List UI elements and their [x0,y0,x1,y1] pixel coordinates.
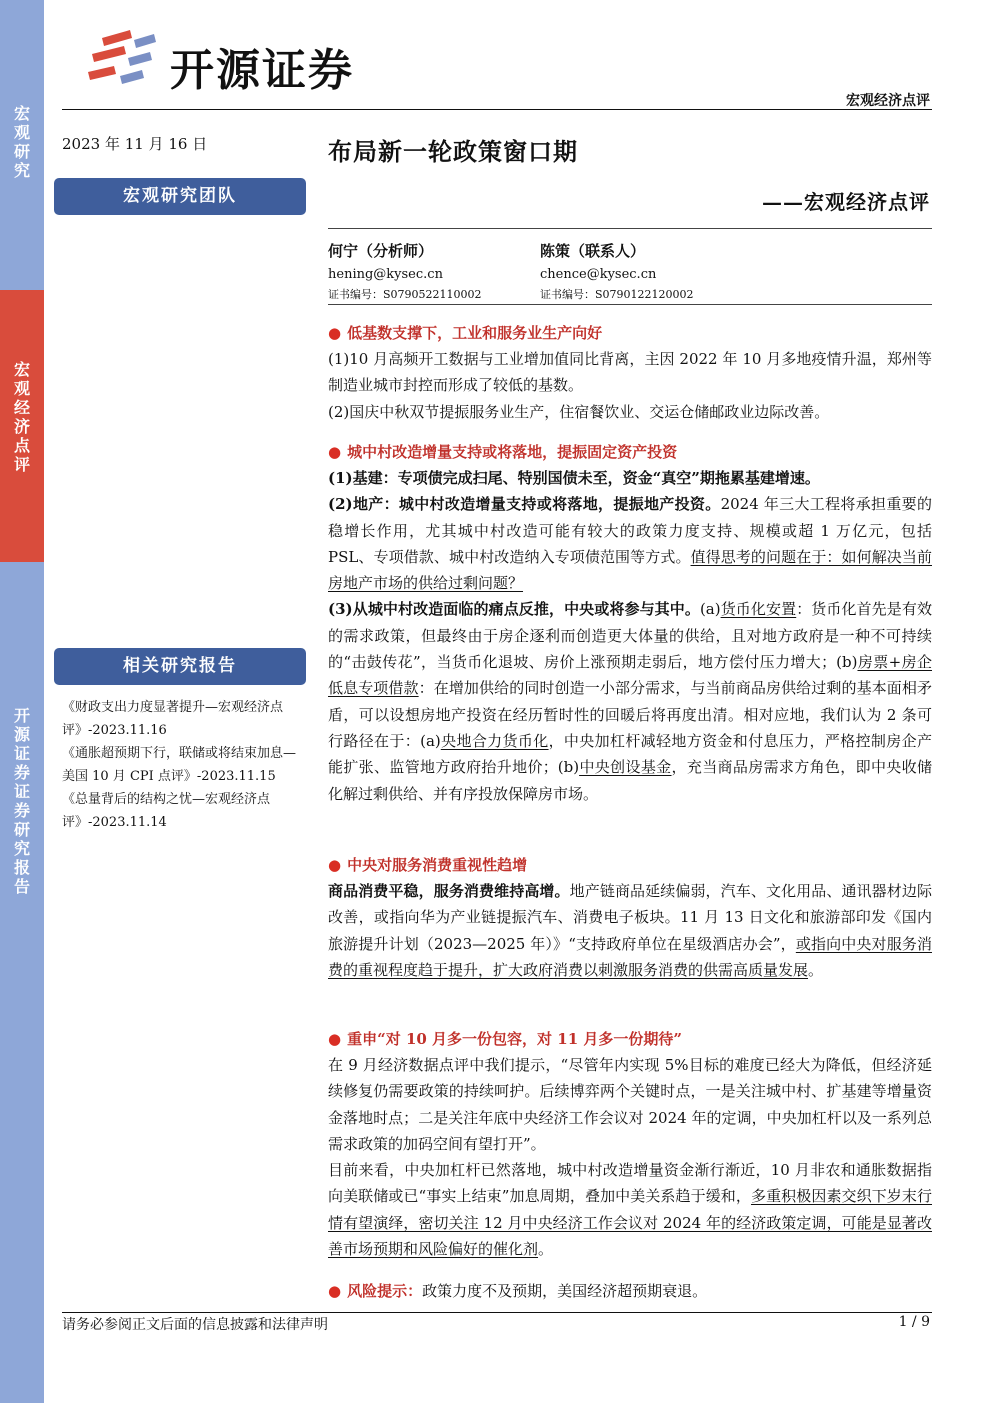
paragraph: 目前来看，中央加杠杆已然落地，城中村改造增量资金渐行渐近，10 月非农和通胀数据指向美联储或已“事实上结束”加息周期，叠加中美关系趋于缓和，多重积极因素交织下岁末行情有望演绎，密切关注 12 月中央经济工作会议对 2024 年的经济政策定调，可能是显著改善市场预期和风险偏好的催化剂。 [328,1161,932,1259]
sidebar-label-bottom: 开源证券 证券研究报告 [13,706,30,896]
report-title: 布局新一轮政策窗口期 [328,137,578,166]
section-3 [328,852,932,983]
brand-name: 开源证券 [170,45,354,96]
section-heading: ● 重申“对 10 月多一份包容，对 11 月多一份期待” [328,1030,682,1048]
related-item[interactable]: 《总量背后的结构之忧—宏观经济点评》-2023.11.14 [62,792,271,830]
footer-disclaimer: 请务必参阅正文后面的信息披露和法律声明 [62,1317,328,1333]
related-item[interactable]: 《财政支出力度显著提升—宏观经济点评》-2023.11.16 [62,700,284,738]
paragraph: (1)基建：专项债完成扫尾、特别国债未至，资金“真空”期拖累基建增速。 [328,469,820,487]
author-2 [540,240,694,302]
paragraph: ● 风险提示：政策力度不及预期，美国经济超预期衰退。 [328,1282,708,1300]
section-2 [328,439,932,807]
bullet-icon: ● [328,443,342,461]
sidebar-label-mid: 宏观经济点评 [13,360,30,474]
footer-divider [62,1312,932,1313]
header-category: 宏观经济点评 [846,93,930,109]
report-date: 2023 年 11 月 16 日 [62,135,208,153]
paragraph: (2)国庆中秋双节提振服务业生产，住宿餐饮业、交运仓储邮政业边际改善。 [328,402,830,421]
paragraph: (2)地产：城中村改造增量支持或将落地，提振地产投资。2024 年三大工程将承担重要的稳增长作用，尤其城中村改造可能有较大的政策力度支持、规模或超 1 万亿元，包括 PSL、专项借款、城中村改造纳入专项债范围等方式。值得思考的问题在于：如何解决当前房地产市场的供给过剩问题？ [328,495,932,593]
author-email[interactable]: hening@kysec.cn [328,267,443,282]
paragraph: 商品消费平稳，服务消费维持高增。地产链商品延续偏弱，汽车、文化用品、通讯器材边际改善，或指向华为产业链提振汽车、消费电子板块。11 月 13 日文化和旅游部印发《国内旅游提升计划（2023—2025 年）》“支持政府单位在星级酒店办会”，或指向中央对服务消费的重视程度趋于提升，扩大政府消费以刺激服务消费的供需高质量发展。 [328,882,932,979]
left-sidebar [0,0,44,1403]
bullet-icon: ● [328,1030,342,1048]
author-name: 何宁（分析师） [328,242,434,260]
author-name: 陈策（联系人） [540,242,646,260]
related-heading: 相关研究报告 [54,648,306,685]
page-number: 1 / 9 [898,1314,930,1330]
paragraph: (1)10 月高频开工数据与工业增加值同比背离，主因 2022 年 10 月多地疫情升温，郑州等制造业城市封控而形成了较低的基数。 [328,350,932,395]
report-subtitle: ——宏观经济点评 [762,190,930,214]
related-list [62,696,308,834]
related-item[interactable]: 《通胀超预期下行，联储或将结束加息—美国 10 月 CPI 点评》-2023.11.15 [62,746,297,784]
sidebar-label-top: 宏观研究 [13,104,30,180]
bullet-icon: ● [328,856,342,874]
bullet-icon: ● [328,324,342,342]
author-1 [328,240,482,302]
header-divider [62,109,932,110]
author-email[interactable]: chence@kysec.cn [540,267,657,282]
authors-bottom-rule [328,304,932,305]
section-heading: ● 低基数支撑下，工业和服务业生产向好 [328,324,603,342]
authors-top-rule [328,228,932,229]
paragraph: 在 9 月经济数据点评中我们提示，“尽管年内实现 5%目标的难度已经大为降低，但经济延续修复仍需要政策的持续呵护。后续博弈两个关键时点，一是关注城中村、扩基建等增量资金落地时点；二是关注年底中央经济工作会议对 2024 年的定调，中央加杠杆以及一系列总需求政策的加码空间有望打开”。 [328,1056,932,1153]
section-heading: ● 中央对服务消费重视性趋增 [328,856,528,874]
team-box: 宏观研究团队 [54,178,306,215]
paragraph: (3)从城中村改造面临的痛点反推，中央或将参与其中。(a)货币化安置：货币化首先是有效的需求政策，但最终由于房企逐利而创造更大体量的供给，且对地方政府是一种不可持续的“击鼓传花”，当货币化退坡、房价上涨预期走弱后，地方偿付压力增大；(b)房票+房企低息专项借款：在增加供给的同时创造一小部分需求，与当前商品房供给过剩的基本面相矛盾，可以设想房地产投资在经历暂时性的回暖后将再度出清。相对应地，我们认为 2 条可行路径在于：(a)央地合力货币化，中央加杠杆减轻地方资金和付息压力，严格控制房企产能扩张、监管地方政府抬升地价；(b)中央创设基金，充当商品房需求方角色，即中央收储化解过剩供给、并有序投放保障房市场。 [328,600,932,803]
risk-section [328,1278,932,1304]
bullet-icon: ● [328,1282,342,1300]
section-1 [328,320,932,425]
author-cert: 证书编号：S0790122120002 [540,288,694,301]
section-4 [328,1026,932,1262]
author-cert: 证书编号：S0790522110002 [328,288,482,301]
section-heading: ● 城中村改造增量支持或将落地，提振固定资产投资 [328,443,678,461]
